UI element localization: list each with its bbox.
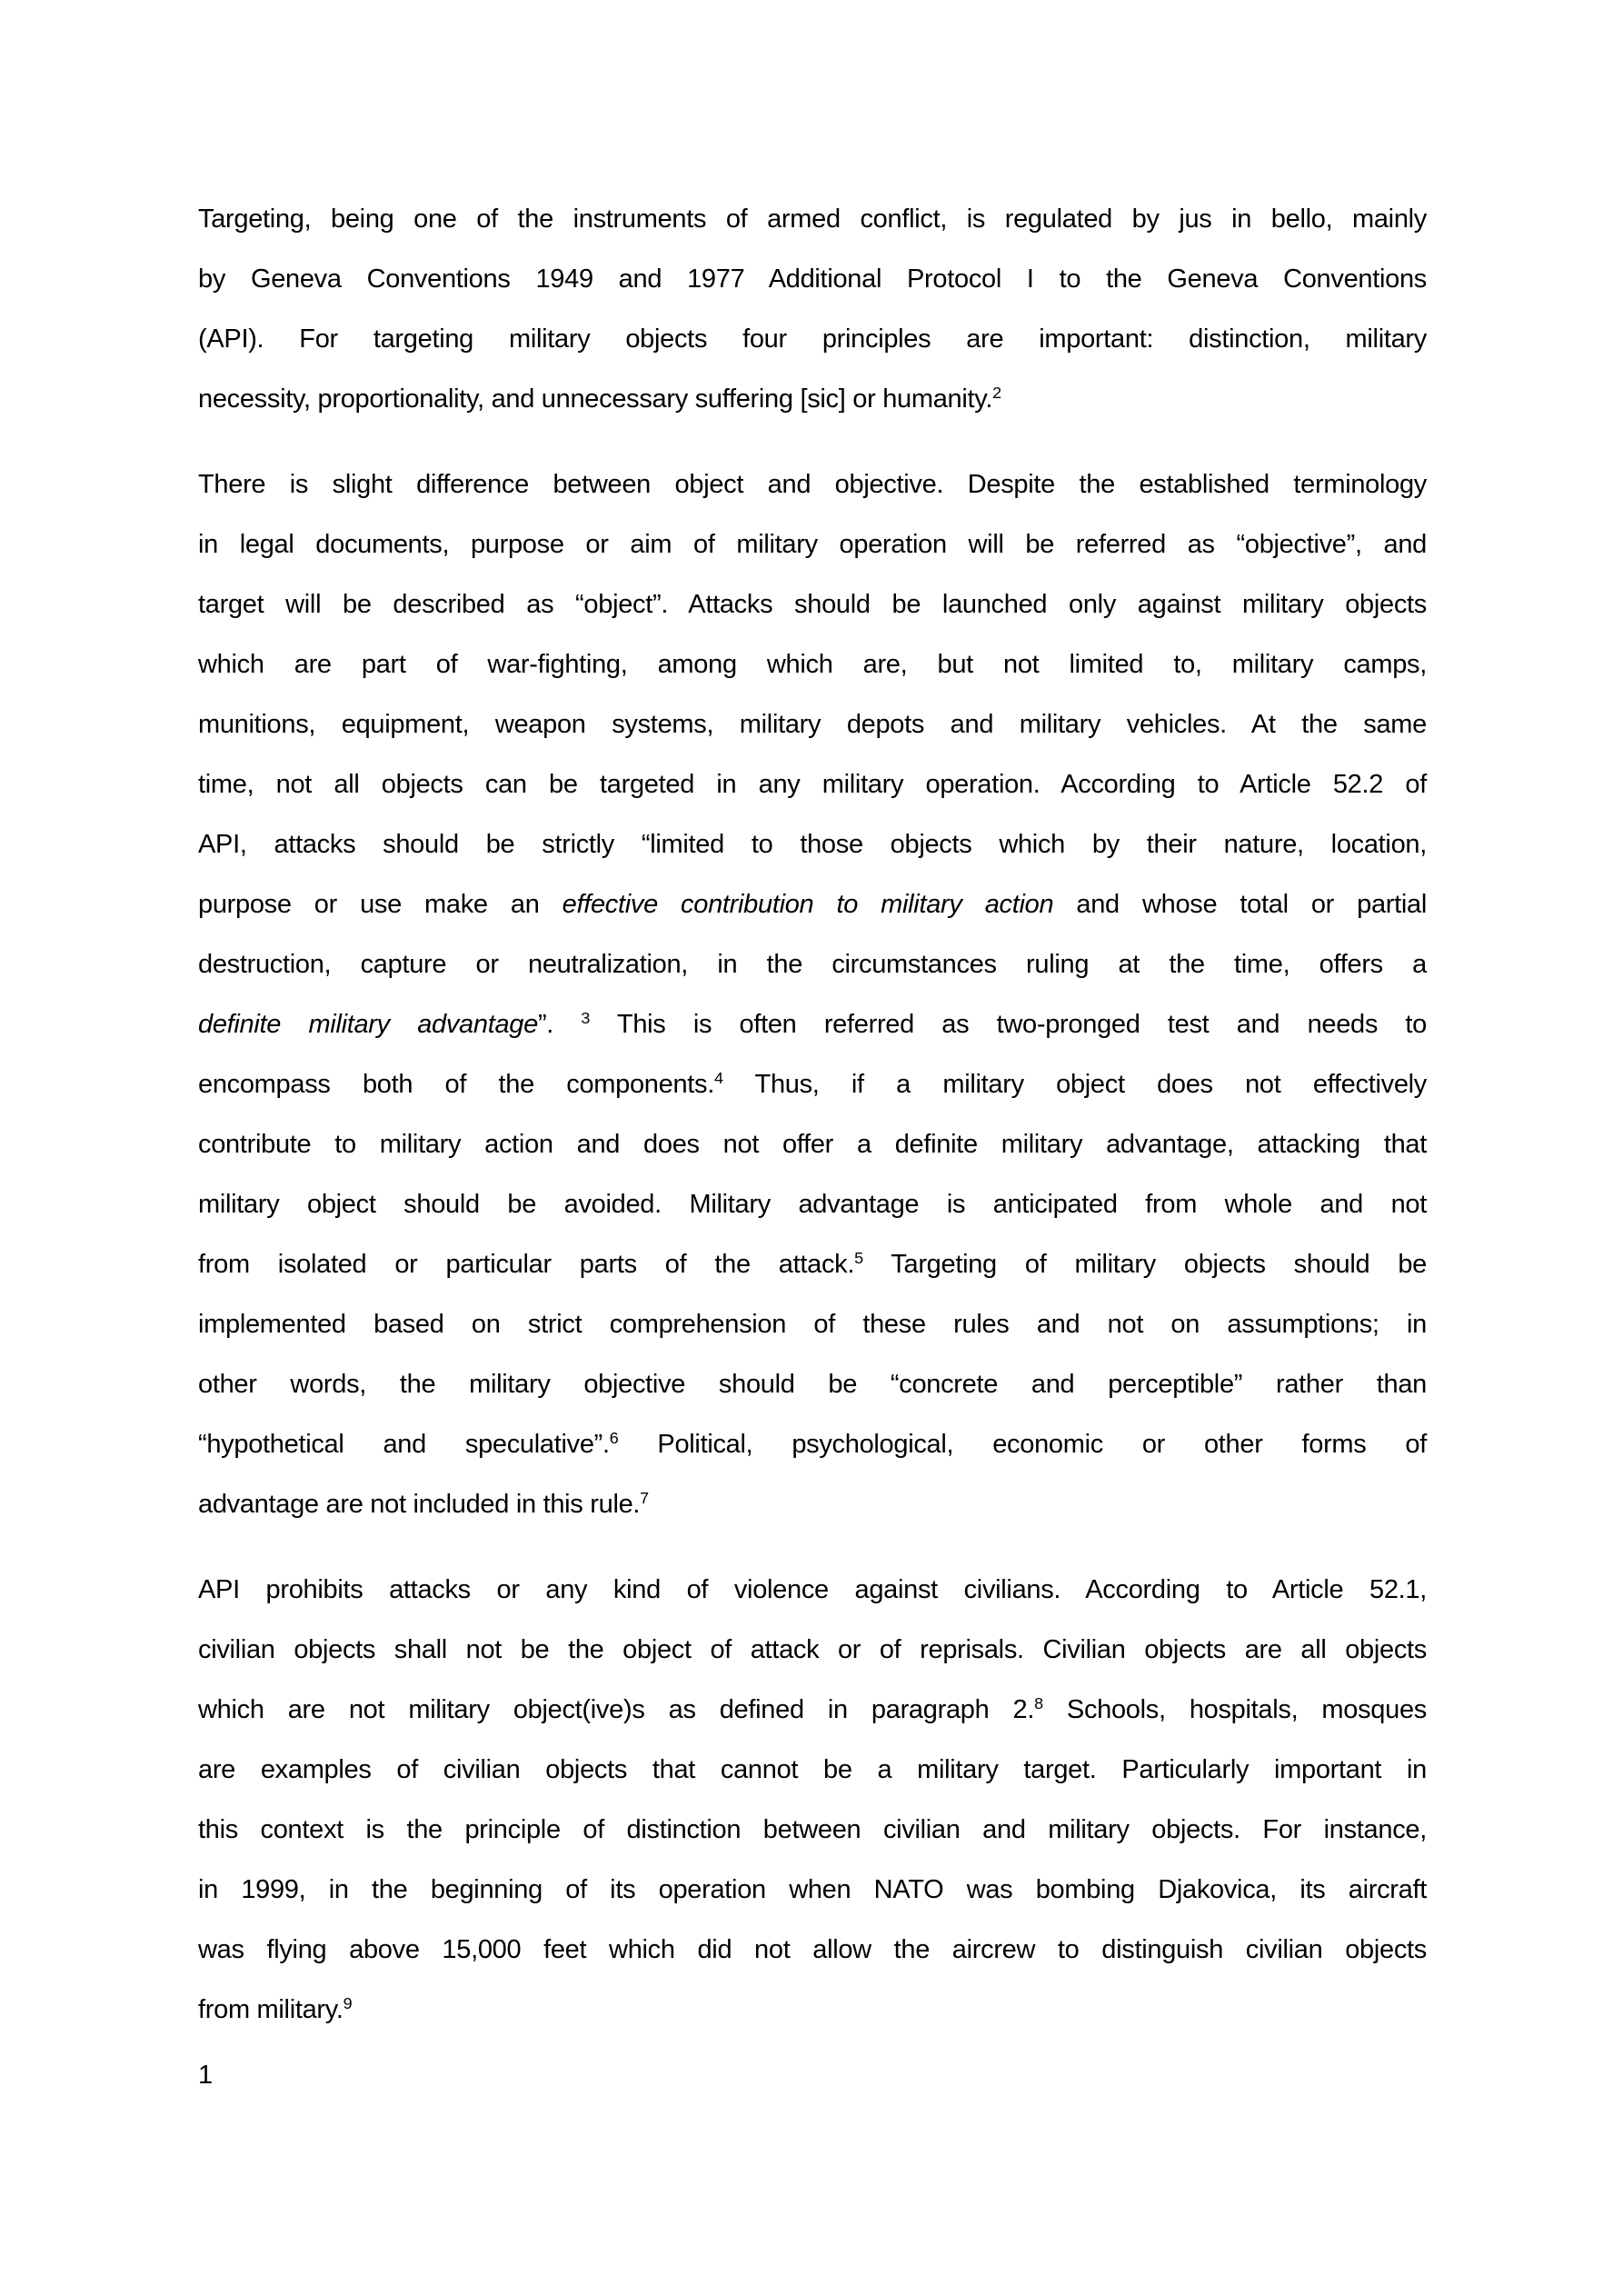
text-line xyxy=(198,309,1427,369)
text-line xyxy=(198,1800,1427,1860)
text-line xyxy=(198,754,1427,814)
text-run: advantage are not included in this rule. xyxy=(198,1490,641,1519)
footnote-reference: 5 xyxy=(854,1249,863,1268)
text-run: (API). For targeting military objects four principles are important: distinction, military xyxy=(198,324,1427,354)
page-number: 1 xyxy=(198,2061,214,2090)
text-run: from military. xyxy=(198,1995,344,2024)
text-run: civilian objects shall not be the object of attack or of reprisals. Civilian objects are all objects xyxy=(198,1635,1427,1664)
paragraph xyxy=(198,189,1427,429)
text-line xyxy=(198,634,1427,694)
text-line xyxy=(198,814,1427,874)
text-run: ”. xyxy=(537,1010,582,1039)
text-line xyxy=(198,369,1427,429)
footnote-reference: 4 xyxy=(714,1069,723,1088)
text-line xyxy=(198,249,1427,309)
text-line xyxy=(198,1680,1427,1740)
text-line xyxy=(198,1620,1427,1680)
text-line xyxy=(198,1054,1427,1114)
text-run: necessity, proportionality, and unnecessary suffering [sic] or humanity. xyxy=(198,384,993,414)
footnote-reference: 7 xyxy=(640,1489,649,1508)
text-run: Political, psychological, economic or other forms of xyxy=(618,1430,1428,1459)
text-line xyxy=(198,1860,1427,1920)
text-line xyxy=(198,1294,1427,1354)
footnote-reference: 9 xyxy=(343,1994,353,2013)
text-run: API prohibits attacks or any kind of violence against civilians. According to Article 52.1, xyxy=(198,1575,1427,1604)
footnote-reference: 8 xyxy=(1034,1694,1043,1713)
text-line xyxy=(198,1234,1427,1294)
footnote-reference: 3 xyxy=(581,1009,591,1028)
text-run: time, not all objects can be targeted in any military operation. According to Article 52.2 of xyxy=(198,770,1427,799)
text-line xyxy=(198,1920,1427,1980)
italic-text: effective contribution to military action xyxy=(562,890,1054,919)
text-line xyxy=(198,1560,1427,1620)
text-line xyxy=(198,514,1427,574)
text-line xyxy=(198,1980,1427,2040)
text-run: This is often referred as two-pronged test and needs to xyxy=(590,1010,1427,1039)
text-line xyxy=(198,1114,1427,1174)
text-run: which are not military object(ive)s as defined in paragraph 2. xyxy=(198,1695,1035,1724)
text-run: by Geneva Conventions 1949 and 1977 Additional Protocol I to the Geneva Conventions xyxy=(198,265,1427,294)
footnote-reference: 6 xyxy=(609,1429,619,1448)
text-line xyxy=(198,1474,1427,1534)
text-line xyxy=(198,189,1427,249)
text-line xyxy=(198,694,1427,754)
document-body xyxy=(198,189,1427,2065)
text-line xyxy=(198,1414,1427,1474)
text-line xyxy=(198,1740,1427,1800)
text-line xyxy=(198,1354,1427,1414)
text-run: was flying above 15,000 feet which did not allow the aircrew to distinguish civilian objects xyxy=(198,1935,1427,1964)
text-line xyxy=(198,934,1427,994)
text-run: target will be described as “object”. Attacks should be launched only against military objects xyxy=(198,590,1427,619)
text-run: API, attacks should be strictly “limited to those objects which by their nature, location, xyxy=(198,830,1427,859)
text-run: Thus, if a military object does not effectively xyxy=(722,1070,1427,1099)
text-run: implemented based on strict comprehension of these rules and not on assumptions; in xyxy=(198,1310,1427,1339)
text-line xyxy=(198,874,1427,934)
text-run: Targeting, being one of the instruments of armed conflict, is regulated by jus in bello, mainly xyxy=(198,205,1427,234)
text-line xyxy=(198,454,1427,514)
text-line xyxy=(198,1174,1427,1234)
text-run: purpose or use make an xyxy=(198,890,563,919)
text-run: other words, the military objective should be “concrete and perceptible” rather than xyxy=(198,1370,1427,1399)
text-run: in 1999, in the beginning of its operation when NATO was bombing Djakovica, its aircraft xyxy=(198,1875,1427,1904)
text-run: There is slight difference between object and objective. Despite the established terminology xyxy=(198,470,1427,499)
italic-text: definite military advantage xyxy=(198,1010,538,1039)
text-run: which are part of war-fighting, among which are, but not limited to, military camps, xyxy=(198,650,1427,679)
text-run: Targeting of military objects should be xyxy=(862,1250,1427,1279)
text-run: munitions, equipment, weapon systems, military depots and military vehicles. At the same xyxy=(198,710,1427,739)
text-run: Schools, hospitals, mosques xyxy=(1042,1695,1427,1724)
paragraph xyxy=(198,1560,1427,2040)
text-run: from isolated or particular parts of the attack. xyxy=(198,1250,855,1279)
footnote-reference: 2 xyxy=(992,384,1001,403)
text-run: military object should be avoided. Military advantage is anticipated from whole and not xyxy=(198,1190,1427,1219)
text-line xyxy=(198,994,1427,1054)
text-run: contribute to military action and does not offer a definite military advantage, attacking that xyxy=(198,1130,1427,1159)
text-run: and whose total or partial xyxy=(1053,890,1427,919)
text-line xyxy=(198,574,1427,634)
text-run: “hypothetical and speculative”. xyxy=(198,1430,610,1459)
text-run: are examples of civilian objects that cannot be a military target. Particularly important in xyxy=(198,1755,1427,1784)
text-run: in legal documents, purpose or aim of military operation will be referred as “objective”, and xyxy=(198,530,1427,559)
text-run: encompass both of the components. xyxy=(198,1070,714,1099)
text-run: destruction, capture or neutralization, in the circumstances ruling at the time, offers a xyxy=(198,950,1427,979)
text-run: this context is the principle of distinction between civilian and military objects. For instance, xyxy=(198,1815,1427,1844)
paragraph xyxy=(198,454,1427,1534)
